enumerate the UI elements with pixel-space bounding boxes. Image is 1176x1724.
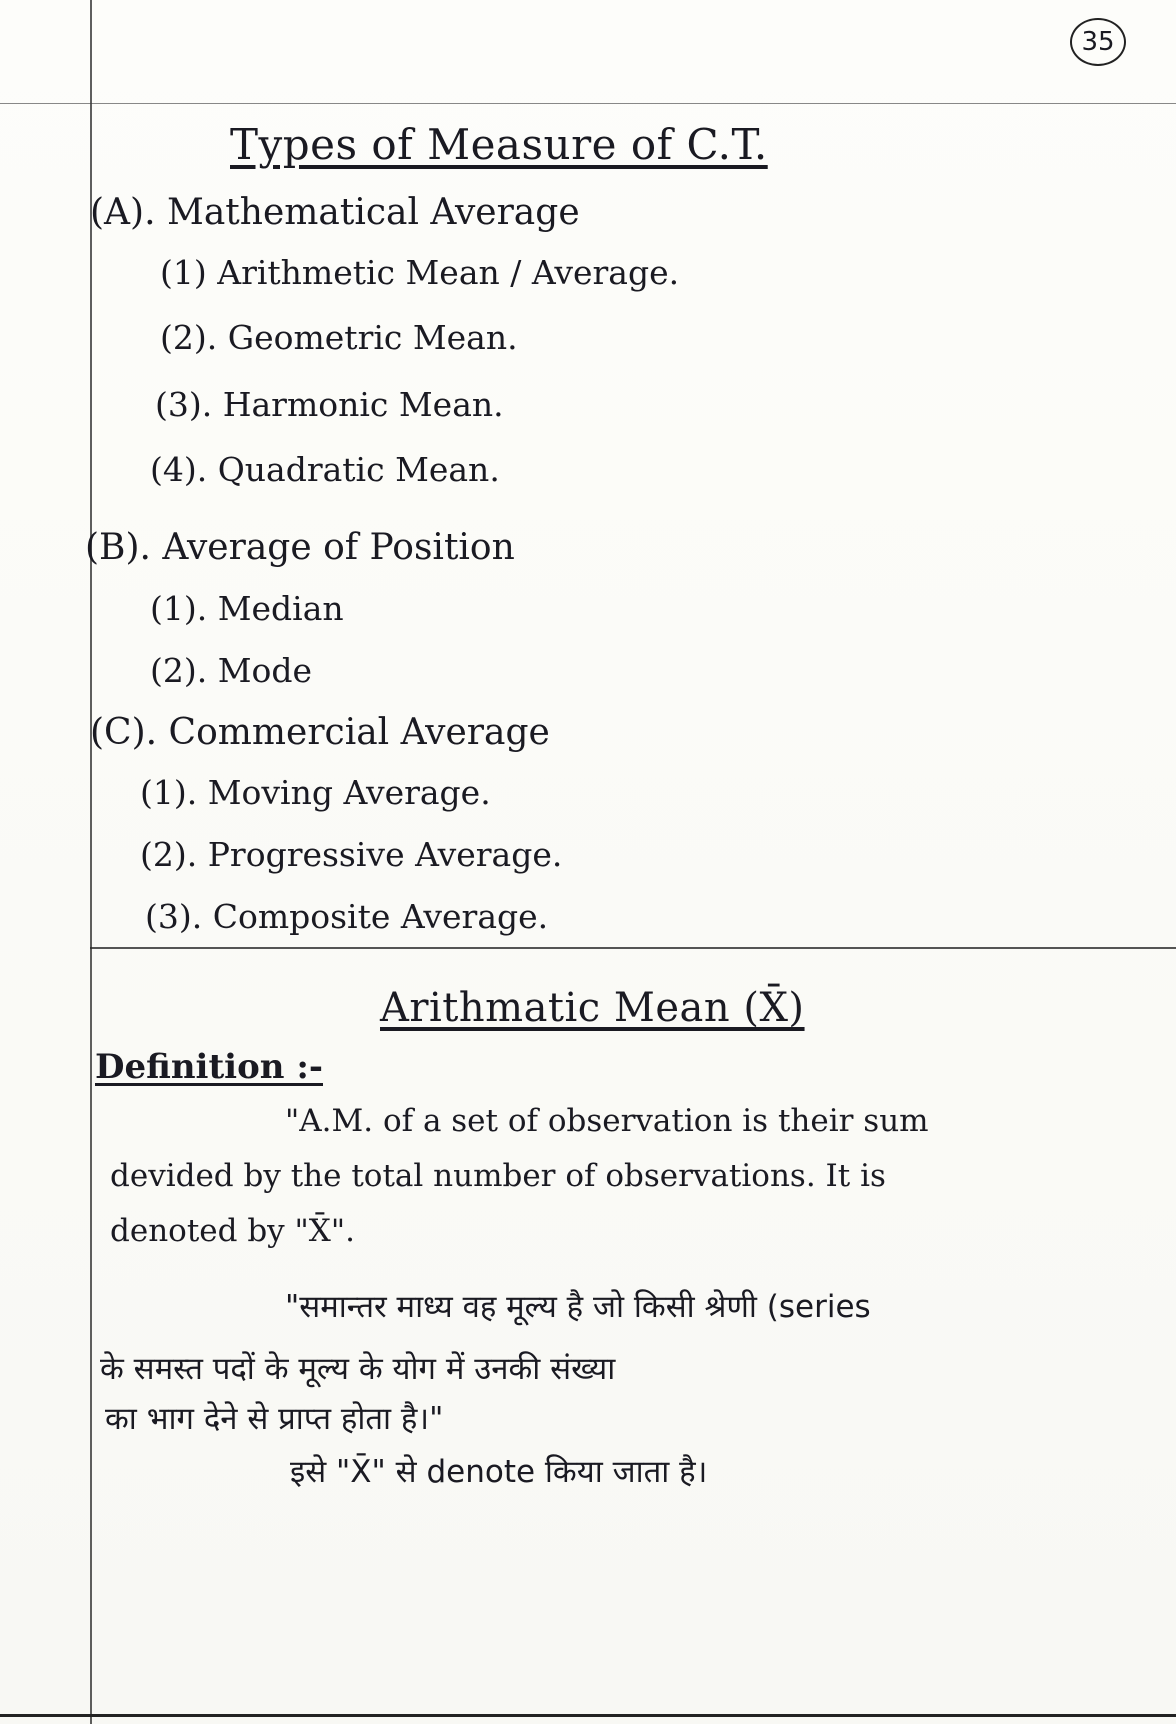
hindi-definition-line-1: "समान्तर माध्य वह मूल्य है जो किसी श्रेणी (series — [285, 1289, 871, 1325]
section-a-heading: (A). Mathematical Average — [90, 192, 580, 233]
section-b-item-1: (1). Median — [150, 589, 344, 628]
bottom-rule — [0, 1714, 1176, 1717]
section-divider — [90, 947, 1176, 949]
section-a-item-1: (1) Arithmetic Mean / Average. — [160, 253, 680, 292]
section-c-item-1: (1). Moving Average. — [140, 773, 491, 812]
section-c-heading: (C). Commercial Average — [90, 712, 550, 753]
definition-line-3: denoted by "X̄". — [110, 1213, 355, 1249]
definition-line-1: "A.M. of a set of observation is their sum — [285, 1103, 929, 1139]
hindi-definition-line-4: इसे "X̄" से denote किया जाता है। — [290, 1454, 708, 1490]
hindi-definition-line-2: के समस्त पदों के मूल्य के योग में उनकी संख्या — [100, 1351, 616, 1387]
section-a-item-2: (2). Geometric Mean. — [160, 318, 518, 357]
hindi-definition-line-3: का भाग देने से प्राप्त होता है।" — [105, 1401, 444, 1437]
section-b-heading: (B). Average of Position — [85, 527, 515, 568]
page-number: 35 — [1070, 18, 1126, 66]
top-rule — [0, 103, 1176, 104]
section-c-item-2: (2). Progressive Average. — [140, 835, 563, 874]
page-title: Types of Measure of C.T. — [230, 120, 768, 169]
section-b-item-2: (2). Mode — [150, 651, 313, 690]
definition-line-2: devided by the total number of observations. It is — [110, 1158, 886, 1194]
arithmetic-mean-title: Arithmatic Mean (X̄) — [380, 985, 805, 1031]
definition-label: Definition :- — [95, 1047, 323, 1087]
margin-line — [90, 0, 92, 1724]
section-a-item-4: (4). Quadratic Mean. — [150, 450, 500, 489]
section-a-item-3: (3). Harmonic Mean. — [155, 385, 504, 424]
section-c-item-3: (3). Composite Average. — [145, 897, 549, 936]
